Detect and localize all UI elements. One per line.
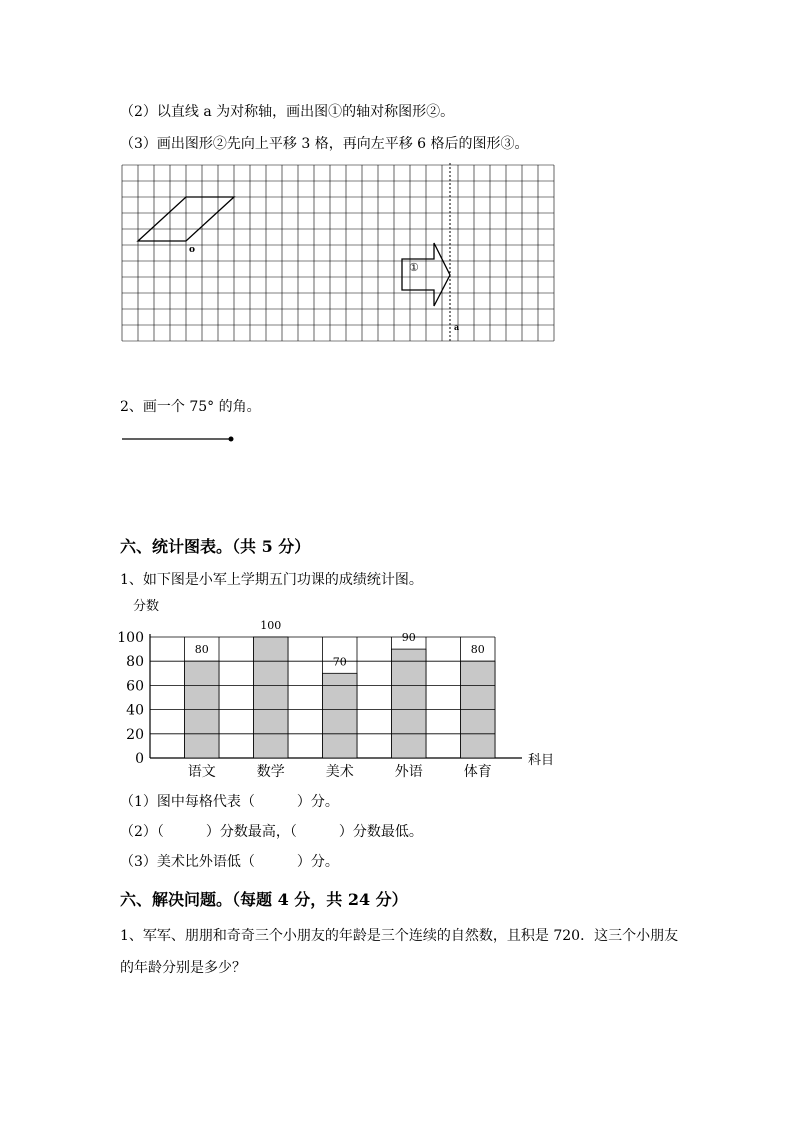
bar-语文 <box>185 661 220 758</box>
y-tick-label: 40 <box>126 702 144 719</box>
y-tick-label: 20 <box>126 726 144 743</box>
stats-section-heading: 六、统计图表。（共 5 分） <box>120 537 311 556</box>
x-category-label: 外语 <box>394 764 423 780</box>
point-o-label: o <box>189 245 196 255</box>
x-axis-title: 科目 <box>528 753 555 768</box>
problem-1: 1、军军、朋朋和奇奇三个小朋友的年龄是三个连续的自然数，且积是 720．这三个小朋友的年龄分别是多少？ <box>120 928 679 976</box>
bar-value-label: 100 <box>260 619 282 632</box>
stats-intro: 1、如下图是小军上学期五门功课的成绩统计图。 <box>120 572 423 588</box>
y-tick-label: 100 <box>117 630 144 646</box>
x-category-label: 语文 <box>187 764 216 780</box>
figure-1-label: ① <box>409 261 419 274</box>
bar-value-label: 70 <box>332 655 347 669</box>
stats-question-3: （3）美术比外语低（ ）分。 <box>120 854 339 870</box>
angle-question: 2、画一个 75° 的角。 <box>120 399 261 415</box>
axis-a-label: a <box>454 322 460 332</box>
y-tick-label: 80 <box>126 654 144 671</box>
bar-外语 <box>392 649 427 758</box>
bar-value-label: 80 <box>470 643 485 657</box>
angle-vertex-point <box>229 437 234 442</box>
x-category-label: 数学 <box>256 764 285 780</box>
stats-question-1: （1）图中每格代表（ ）分。 <box>120 794 339 810</box>
symmetry-question-2: （2）以直线 a 为对称轴，画出图①的轴对称图形②。 <box>120 104 455 120</box>
y-tick-label: 0 <box>135 751 144 767</box>
bar-美术 <box>323 673 358 758</box>
bar-数学 <box>254 637 289 758</box>
problem-section-heading: 六、解决问题。（每题 4 分，共 24 分） <box>120 890 408 909</box>
x-category-label: 美术 <box>325 764 354 780</box>
y-axis-title: 分数 <box>133 599 160 614</box>
symmetry-grid <box>0 0 794 360</box>
x-category-label: 体育 <box>463 764 492 780</box>
y-tick-label: 60 <box>126 678 144 695</box>
stats-question-2: （2）（ ）分数最高，（ ）分数最低。 <box>120 824 423 840</box>
bar-value-label: 80 <box>194 643 209 657</box>
bar-体育 <box>461 661 496 758</box>
bar-value-label: 90 <box>401 631 416 645</box>
symmetry-question-3: （3）画出图形②先向上平移 3 格，再向左平移 6 格后的图形③。 <box>120 136 529 152</box>
